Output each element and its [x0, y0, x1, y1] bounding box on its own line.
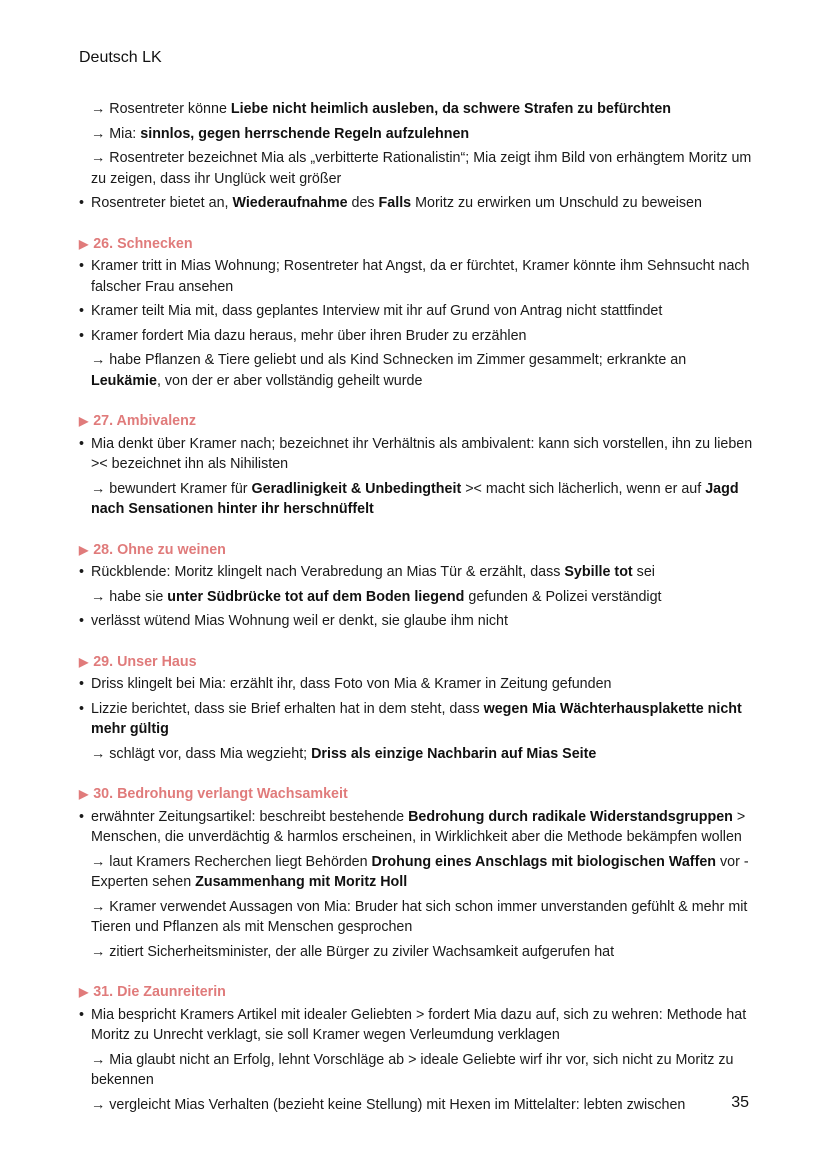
bold-text: Jagd nach Sensationen hinter ihr herschnüffelt — [91, 480, 739, 517]
text-run: → habe Pflanzen & Tiere geliebt und als Kind Schnecken im Zimmer gesammelt; erkrankte an — [91, 352, 687, 368]
arrow-note — [79, 897, 759, 938]
bold-text: Drohung eines Anschlags mit biologischen Waffen — [371, 853, 717, 870]
text-run: → laut Kramers Recherchen liegt Behörden — [91, 853, 372, 870]
triangle-icon: ▶ — [79, 985, 89, 999]
section-heading — [79, 411, 759, 432]
text-run: → zitiert Sicherheitsminister, der alle Bürger zu ziviler Wachsamkeit aufgerufen hat — [91, 943, 615, 960]
document-body — [79, 99, 759, 1115]
arrow-note — [79, 587, 759, 608]
section-heading — [79, 234, 759, 255]
text-run: → Mia: — [91, 125, 141, 142]
text-run: Kramer fordert Mia dazu heraus, mehr über ihren Bruder zu erzählen — [91, 327, 527, 344]
arrow-note — [79, 479, 759, 520]
text-run: → vergleicht Mias Verhalten (bezieht keine Stellung) mit Hexen im Mittelalter: lebten zwischen — [91, 1096, 686, 1113]
section-title: 26. Schnecken — [93, 235, 193, 252]
triangle-icon: ▶ — [79, 414, 89, 428]
section-title: 30. Bedrohung verlangt Wachsamkeit — [93, 786, 348, 802]
bullet-item — [79, 193, 759, 214]
bold-text: Falls — [378, 195, 412, 211]
text-run: Driss klingelt bei Mia: erzählt ihr, dass Foto von Mia & Kramer in Zeitung gefunden — [91, 676, 612, 692]
section-heading — [79, 982, 759, 1003]
arrow-note — [79, 942, 759, 963]
bullet-item — [79, 301, 759, 322]
arrow-note — [79, 852, 759, 893]
bullet-item — [79, 326, 759, 347]
arrow-note — [79, 124, 759, 145]
text-run: gefunden & Polizei verständigt — [464, 588, 662, 605]
text-run: sei — [632, 564, 655, 580]
section-title: 29. Unser Haus — [93, 653, 197, 670]
text-run: Mia bespricht Kramers Artikel mit idealer Geliebten > fordert Mia dazu auf, sich zu wehren: Methode hat Moritz zu Unrecht verklagt, sie soll Kramer wegen Verleumdung verklagen — [91, 1006, 747, 1043]
arrow-note — [79, 744, 759, 765]
bullet-item — [79, 807, 759, 848]
arrow-note — [79, 350, 759, 391]
triangle-icon: ▶ — [79, 542, 89, 557]
section-title: 31. Die Zaunreiterin — [93, 984, 226, 1000]
bold-text: Wiederaufnahme — [232, 195, 348, 211]
page-number: 35 — [731, 1094, 749, 1111]
text-run: Lizzie berichtet, dass sie Brief erhalten hat in dem steht, dass — [91, 700, 484, 717]
bullet-item — [79, 611, 759, 632]
bold-text: sinnlos, gegen herrschende Regeln aufzulehnen — [140, 125, 470, 142]
text-run: → Rosentreter bezeichnet Mia als „verbitterte Rationalistin“; Mia zeigt ihm Bild von erhängtem Moritz um zu zeigen, dass ihr Unglück weit größer — [91, 150, 752, 187]
arrow-note — [79, 1095, 759, 1116]
bullet-item — [79, 256, 759, 297]
bullet-item — [79, 562, 759, 583]
triangle-icon: ▶ — [79, 236, 89, 251]
text-run: → bewundert Kramer für — [91, 480, 252, 497]
document-header: Deutsch LK — [79, 49, 162, 66]
section-heading — [79, 652, 759, 673]
text-run: des — [347, 195, 379, 211]
text-run: erwähnter Zeitungsartikel: beschreibt bestehende — [91, 808, 409, 825]
bold-text: Leukämie — [91, 372, 157, 389]
bullet-item — [79, 674, 759, 695]
section-heading — [79, 784, 759, 805]
arrow-note — [79, 99, 759, 120]
bold-text: Zusammenhang mit Moritz Holl — [195, 874, 408, 890]
text-run: Kramer teilt Mia mit, dass geplantes Interview mit ihr auf Grund von Antrag nicht stattfindet — [91, 303, 663, 319]
bullet-item — [79, 699, 759, 740]
section-heading — [79, 540, 759, 561]
bold-text: Driss als einzige Nachbarin auf Mias Seite — [311, 745, 597, 762]
triangle-icon: ▶ — [79, 654, 89, 669]
text-run: vor - Experten sehen — [91, 853, 749, 890]
text-run: → Rosentreter könne — [91, 101, 231, 117]
text-run: Rosentreter bietet an, — [91, 195, 233, 211]
text-run: , von der er aber vollständig geheilt wurde — [156, 372, 423, 389]
bullet-item — [79, 434, 759, 475]
text-run: Moritz zu erwirken um Unschuld zu beweisen — [411, 195, 702, 211]
text-run: → habe sie — [91, 588, 168, 605]
bold-text: Liebe nicht heimlich ausleben, da schwere Strafen zu befürchten — [230, 101, 672, 117]
text-run: → Mia glaubt nicht an Erfolg, lehnt Vorschläge ab > ideale Geliebte wirf ihr vor, sich nicht zu Moritz zu bekennen — [91, 1051, 734, 1088]
text-run: Rückblende: Moritz klingelt nach Verabredung an Mias Tür & erzählt, dass — [91, 564, 565, 580]
arrow-note — [79, 1050, 759, 1091]
arrow-note — [79, 148, 759, 189]
bold-text: unter Südbrücke tot auf dem Boden liegend — [167, 588, 465, 605]
text-run: → Kramer verwendet Aussagen von Mia: Bruder hat sich schon immer unverstanden gefühlt & mehr mit Tieren und Pflanzen als mit Menschen gesprochen — [91, 898, 748, 935]
bold-text: Sybille tot — [564, 564, 633, 580]
text-run: > Menschen, die unverdächtig & harmlos erscheinen, in Wirklichkeit aber die Methode bekämpfen wollen — [91, 808, 746, 845]
bullet-item — [79, 1005, 759, 1046]
text-run: → schlägt vor, dass Mia wegzieht; — [91, 745, 312, 762]
text-run: verlässt wütend Mias Wohnung weil er denkt, sie glaube ihm nicht — [91, 613, 508, 629]
text-run: Kramer tritt in Mias Wohnung; Rosentreter hat Angst, da er fürchtet, Kramer könnte ihm Sehnsucht nach falscher Frau ansehen — [91, 258, 750, 295]
triangle-icon: ▶ — [79, 787, 89, 801]
text-run: >< macht sich lächerlich, wenn er auf — [461, 480, 706, 497]
bold-text: Geradlinigkeit & Unbedingtheit — [251, 480, 462, 497]
bold-text: Bedrohung durch radikale Widerstandsgruppen — [408, 808, 733, 825]
text-run: Mia denkt über Kramer nach; bezeichnet ihr Verhältnis als ambivalent: kann sich vorstellen, ihn zu lieben >< bezeichnet ihn als Nihilisten — [91, 435, 753, 472]
section-title: 27. Ambivalenz — [93, 413, 197, 429]
section-title: 28. Ohne zu weinen — [93, 541, 226, 558]
bold-text: wegen Mia Wächterhausplakette nicht mehr gültig — [91, 700, 742, 737]
